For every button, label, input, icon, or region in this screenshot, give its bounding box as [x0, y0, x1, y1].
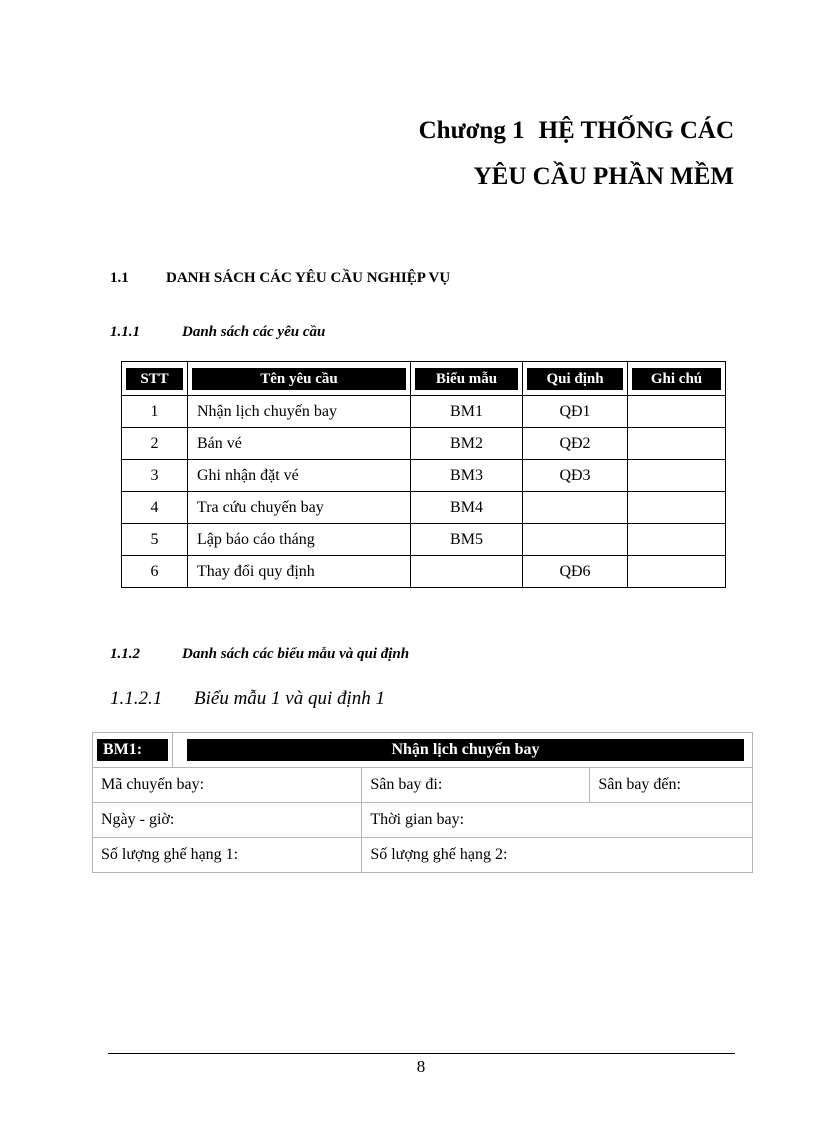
form-code: BM1: — [97, 739, 168, 761]
duration-field: Thời gian bay: — [362, 803, 753, 838]
cell-rule: QĐ2 — [523, 428, 628, 460]
section-1-1-1-heading — [110, 324, 325, 341]
requirements-table — [121, 361, 726, 588]
cell-name: Ghi nhận đặt vé — [188, 460, 411, 492]
section-number: 1.1.1 — [110, 324, 140, 340]
seats-class1-field: Số lượng ghế hạng 1: — [93, 838, 362, 873]
cell-name: Tra cứu chuyến bay — [188, 492, 411, 524]
form-title: Nhận lịch chuyến bay — [187, 739, 744, 761]
cell-rule: QĐ6 — [523, 556, 628, 588]
cell-stt: 4 — [122, 492, 188, 524]
section-number: 1.1.2 — [110, 646, 140, 662]
section-title: Danh sách các biểu mẫu và qui định — [182, 646, 410, 662]
arrival-airport-field: Sân bay đến: — [590, 768, 753, 803]
chapter-number: Chương 1 — [418, 117, 525, 144]
table-row — [122, 492, 726, 524]
cell-form: BM5 — [411, 524, 523, 556]
table-row — [122, 556, 726, 588]
header-form: Biểu mẫu — [411, 362, 523, 396]
cell-form: BM3 — [411, 460, 523, 492]
section-1-1-2-heading — [110, 646, 409, 663]
cell-rule — [523, 524, 628, 556]
table-row — [122, 460, 726, 492]
cell-stt: 5 — [122, 524, 188, 556]
table-row — [122, 428, 726, 460]
cell-note — [628, 556, 726, 588]
section-number: 1.1.2.1 — [110, 688, 163, 709]
cell-rule: QĐ3 — [523, 460, 628, 492]
cell-note — [628, 460, 726, 492]
cell-name: Bán vé — [188, 428, 411, 460]
form-code-cell — [93, 733, 173, 768]
header-rule: Qui định — [523, 362, 628, 396]
header-name: Tên yêu cầu — [188, 362, 411, 396]
header-note: Ghi chú — [628, 362, 726, 396]
section-1-1-2-1-heading — [110, 688, 385, 710]
departure-airport-field: Sân bay đi: — [362, 768, 590, 803]
cell-form: BM4 — [411, 492, 523, 524]
cell-note — [628, 428, 726, 460]
seats-class2-field: Số lượng ghế hạng 2: — [362, 838, 753, 873]
table-row — [122, 396, 726, 428]
datetime-field: Ngày - giờ: — [93, 803, 362, 838]
form-row — [93, 803, 753, 838]
cell-rule — [523, 492, 628, 524]
cell-note — [628, 396, 726, 428]
cell-stt: 3 — [122, 460, 188, 492]
section-title: DANH SÁCH CÁC YÊU CẦU NGHIỆP VỤ — [166, 270, 451, 286]
table-row — [122, 524, 726, 556]
cell-stt: 6 — [122, 556, 188, 588]
section-number: 1.1 — [110, 270, 129, 286]
flight-code-field: Mã chuyến bay: — [93, 768, 362, 803]
chapter-heading-line1 — [419, 108, 734, 154]
cell-name: Thay đổi quy định — [188, 556, 411, 588]
header-stt: STT — [122, 362, 188, 396]
cell-name: Nhận lịch chuyến bay — [188, 396, 411, 428]
cell-stt: 1 — [122, 396, 188, 428]
section-title: Biểu mẫu 1 và qui định 1 — [194, 688, 386, 709]
cell-form: BM2 — [411, 428, 523, 460]
chapter-heading — [419, 108, 734, 200]
section-title: Danh sách các yêu cầu — [182, 324, 326, 340]
form-row — [93, 768, 753, 803]
cell-note — [628, 524, 726, 556]
form-row — [93, 838, 753, 873]
chapter-title-line2: YÊU CẦU PHẦN MỀM — [473, 163, 734, 190]
cell-note — [628, 492, 726, 524]
table-header-row — [122, 362, 726, 396]
cell-form — [411, 556, 523, 588]
form-header-row — [93, 733, 753, 768]
form-title-cell — [173, 733, 753, 768]
form-bm1 — [92, 732, 753, 873]
section-1-1-heading — [110, 270, 450, 287]
cell-form: BM1 — [411, 396, 523, 428]
footer-divider — [108, 1053, 735, 1054]
cell-name: Lập báo cáo tháng — [188, 524, 411, 556]
cell-stt: 2 — [122, 428, 188, 460]
chapter-title-line1: HỆ THỐNG CÁC — [538, 117, 734, 144]
cell-rule: QĐ1 — [523, 396, 628, 428]
page-number: 8 — [416, 1057, 426, 1076]
